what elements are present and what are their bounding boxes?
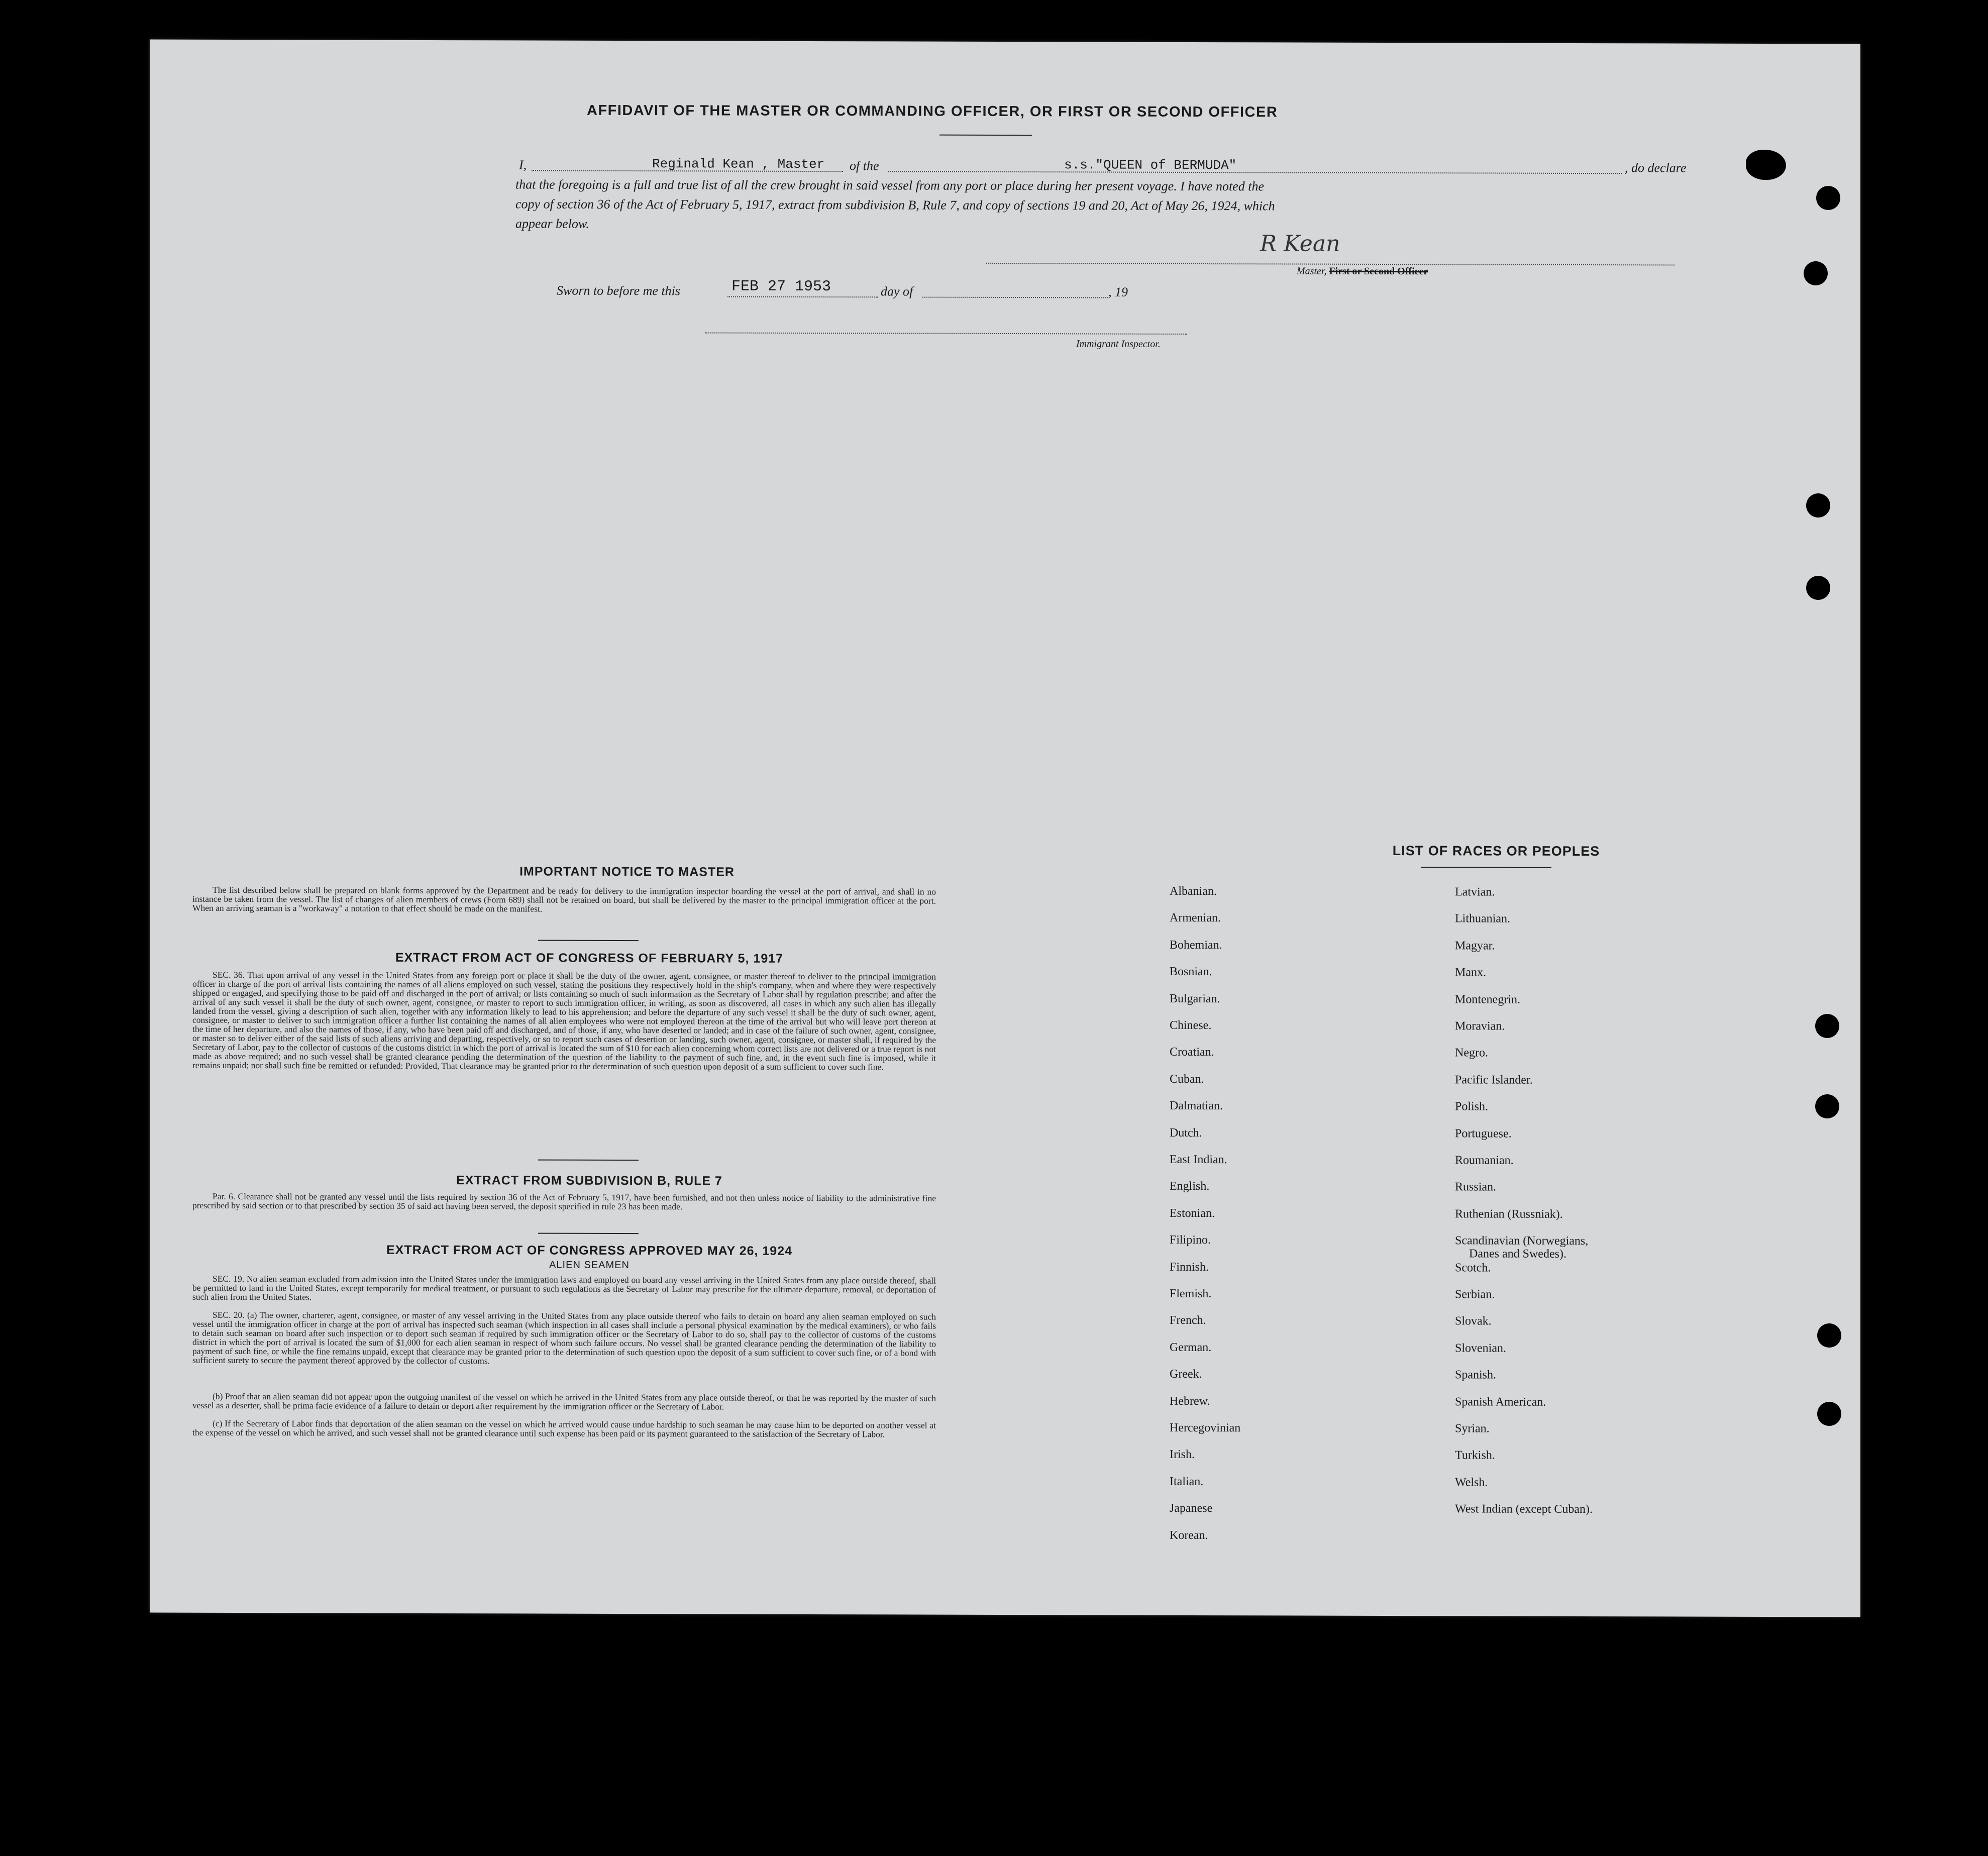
affidavit-line2: that the foregoing is a full and true list of all the crew brought in said vessel from any port or place during her present voyage. I have noted the — [515, 177, 1264, 194]
ink-blot — [1746, 150, 1786, 180]
race-item-right: Polish. — [1455, 1100, 1489, 1113]
race-item-right: Negro. — [1455, 1046, 1488, 1060]
punch-hole — [1804, 261, 1828, 285]
race-item-right: Spanish American. — [1455, 1395, 1546, 1409]
punch-hole — [1806, 576, 1830, 600]
punch-hole — [1816, 186, 1840, 210]
race-item-right: Russian. — [1455, 1180, 1497, 1194]
race-item-left: Bosnian. — [1170, 965, 1212, 979]
race-item-right: Scotch. — [1455, 1261, 1491, 1275]
divider-3 — [538, 1233, 639, 1234]
signer-title-master: Master, — [1297, 265, 1327, 277]
race-item-right: Lithuanian. — [1455, 912, 1510, 926]
race-item-left: Estonian. — [1170, 1206, 1215, 1220]
race-item-right: Ruthenian (Russniak). — [1455, 1207, 1563, 1221]
extract1924-subheading: ALIEN SEAMEN — [549, 1259, 630, 1271]
race-item-left: Dutch. — [1170, 1126, 1202, 1140]
rule7-heading: EXTRACT FROM SUBDIVISION B, RULE 7 — [456, 1173, 722, 1188]
race-item-left: German. — [1170, 1341, 1212, 1354]
extract1924-heading: EXTRACT FROM ACT OF CONGRESS APPROVED MAY 26, 1924 — [386, 1243, 793, 1258]
race-item-left: Irish. — [1170, 1448, 1195, 1462]
inspector-signature-line — [705, 332, 1187, 335]
races-left-column — [150, 40, 1860, 44]
race-item-right: Magyar. — [1455, 939, 1495, 953]
race-item-right: Pacific Islander. — [1455, 1073, 1533, 1087]
race-item-left: Hercegovinian — [1170, 1421, 1241, 1435]
race-item-left: Filipino. — [1170, 1233, 1211, 1247]
race-item-left: Cuban. — [1170, 1072, 1204, 1086]
race-item-left: English. — [1170, 1180, 1210, 1193]
affidavit-line3: copy of section 36 of the Act of February 5, 1917, extract from subdivision B, Rule 7, and copy of sections 19 and 20, Act of May 26, 1924, which — [515, 196, 1275, 214]
rule7-text: Par. 6. Clearance shall not be granted any vessel until the lists required by section 36 of the Act of February 5, 1917, have been furnished, and not then unless notice of liability to the administrative fine prescribed by said section or to that prescribed by section 35 of said act having been served, the deposit specified in rule 23 has been made. — [192, 1191, 936, 1212]
race-item-right: Turkish. — [1455, 1449, 1495, 1462]
sec20a-text: SEC. 20. (a) The owner, charterer, agent, consignee, or master of any vessel arriving in the United States from any place outside thereof who fails to detain on board any alien seaman employed on such vessel until the immigration officer in charge at the port of arrival has inspected such seaman (which inspection in all cases shall include a personal physical examination by the medical examiners), or who fails to detain such seaman on board after such inspection or to deport such seaman if required by such immigration officer or the Secretary of Labor to do so, shall pay to the collector of customs of the customs district in which the port of arrival is located the sum of $1,000 for each alien seaman in respect of whom such failure occurs. No vessel shall be granted clearance pending the determination of the liability to payment of such fine, or while the fine remains unpaid, except that clearance may be granted prior to the determination of such question upon the deposit of a sum sufficient to cover such fine, or of a bond with sufficient surety to secure the payment thereof approved by the collector of customs. — [192, 1309, 936, 1366]
race-item-right: Syrian. — [1455, 1422, 1490, 1435]
affidavit-line4: appear below. — [515, 216, 589, 231]
punch-hole — [1817, 1402, 1841, 1426]
extract1917-heading: EXTRACT FROM ACT OF CONGRESS OF FEBRUARY 5, 1917 — [395, 950, 784, 966]
race-item-right: Slovak. — [1455, 1314, 1492, 1328]
race-item-left: Greek. — [1170, 1368, 1202, 1381]
race-item-left: Korean. — [1170, 1528, 1208, 1542]
sec20c-text: (c) If the Secretary of Labor finds that deportation of the alien seaman on the vessel on which he arrived would cause undue hardship to such seaman he may cause him to be deported on another vessel at the expense of the vessel on which he arrived, and such vessel shall not be granted clearance until such expense has been paid or its payment guaranteed to the satisfaction of the Secretary of Labor. — [192, 1418, 936, 1439]
sworn-date-blank — [727, 296, 878, 298]
master-signature: R Kean — [1260, 231, 1340, 257]
sec19-text: SEC. 19. No alien seaman excluded from admission into the United States under the immigration laws and employed on board any vessel arriving in the United States from any place outside thereof, shall be permitted to land in the United States, except temporarily for medical treatment, or pursuant to such regulations as the Secretary of Labor may prescribe for the ultimate departure, removal, or deportation of such alien from the United States. — [192, 1273, 936, 1302]
race-item-left: Bulgarian. — [1170, 992, 1220, 1005]
affidavit-line1-suffix: , do declare — [1625, 160, 1687, 175]
race-item-right: Slovenian. — [1455, 1342, 1506, 1355]
race-item-right: Serbian. — [1455, 1288, 1495, 1301]
race-item-right: West Indian (except Cuban). — [1455, 1502, 1593, 1516]
divider-2 — [538, 1160, 639, 1161]
sworn-month-blank — [922, 297, 1108, 298]
races-right-column — [150, 40, 1860, 44]
sworn-date-stamp: FEB 27 1953 — [731, 278, 831, 296]
inspector-label: Immigrant Inspector. — [1076, 338, 1161, 350]
race-item-right: Latvian. — [1455, 885, 1495, 899]
race-item-right: Roumanian. — [1455, 1154, 1514, 1167]
sec20b-text: (b) Proof that an alien seaman did not appear upon the outgoing manifest of the vessel on which he arrived in the United States from any place outside thereof, or that he was reported by the master of such vessel as a deserter, shall be prima facie evidence of a failure to detain or deport after requirement by the immigration officer or the Secretary of Labor. — [192, 1391, 936, 1412]
affidavit-title: AFFIDAVIT OF THE MASTER OR COMMANDING OFFICER, OR FIRST OR SECOND OFFICER — [587, 102, 1278, 121]
signature-line — [986, 263, 1675, 266]
race-item-left: Japanese — [1170, 1502, 1213, 1515]
sworn-dayof: day of — [881, 284, 913, 299]
race-item-right: Montenegrin. — [1455, 992, 1520, 1006]
race-item-left: Flemish. — [1170, 1287, 1212, 1301]
extract1917-text: SEC. 36. That upon arrival of any vessel in the United States from any foreign port or place it shall be the duty of the owner, agent, consignee, or master thereof to deliver to the principal immigration officer in charge of the port of arrival lists containing the names of all aliens employed on such vessel, stating the positions they respectively hold in the ship's company, when and where they were respectively shipped or engaged, and specifying those to be paid off and discharged in the port of arrival; or lists containing so much of such information as the Secretary of Labor shall by regulation prescribe; and after the arrival of any such vessel it shall be the duty of such owner, agent, consignee, or master to report to such immigration officer, in writing, as soon as discovered, all cases in which any such alien has illegally landed from the vessel, giving a description of such alien, together with any information likely to lead to his apprehension; and before the departure of any such vessel it shall be the duty of such owner, agent, consignee, or master to deliver to such immigration officer a further list containing the names of all alien employees who were not employed thereon at the time of the arrival but who will leave port thereon at the time of her departure, and also the names of those, if any, who have been paid off and discharged, and of those, if any, who have deserted or landed; and in case of the failure of such owner, agent, consignee, or master so to deliver either of the said lists of such aliens arriving and departing, respectively, or so to report such cases of desertion or landing, such owner, agent, consignee, or master shall, if required by the Secretary of Labor, pay to the collector of customs of the customs district in which the port of arrival is located the sum of $10 for each alien concerning whom correct lists are not delivered or a true report is not made as above required; and no such vessel shall be granted clearance pending the determination of the question of the liability to the payment of such fine, and, in the event such fine is imposed, while it remains unpaid; nor shall such fine be remitted or refunded: Provided, That clearance may be granted prior to the determination of such question upon deposit of a sum sufficient to cover such fine. — [192, 969, 936, 1072]
title-divider — [939, 135, 1032, 136]
signer-title — [1297, 266, 1428, 278]
race-item-left: Finnish. — [1170, 1260, 1209, 1274]
document-page — [150, 40, 1860, 1617]
sworn-year: , 19 — [1108, 284, 1128, 299]
race-item-left: Italian. — [1170, 1475, 1204, 1488]
race-item-left: Dalmatian. — [1170, 1099, 1223, 1113]
race-item-right: Spanish. — [1455, 1368, 1497, 1382]
affidavit-line1-prefix: I, — [519, 157, 527, 172]
notice-heading: IMPORTANT NOTICE TO MASTER — [519, 864, 735, 879]
race-item-left: Chinese. — [1170, 1018, 1212, 1033]
race-item-right: Portuguese. — [1455, 1126, 1512, 1141]
race-item-left: Albanian. — [1170, 884, 1217, 898]
notice-text: The list described below shall be prepared on blank forms approved by the Department and be ready for delivery to the immigration inspector boarding the vessel at the port of arrival, and shall in no instance be taken from the vessel. The list of changes of alien members of crews (Form 689) shall not be retained on board, but shall be delivered by the master to the principal immigration officer at the port. When an arriving seaman is a "workaway" a notation to that effect should be made on the manifest. — [192, 884, 936, 914]
sworn-prefix: Sworn to before me this — [557, 283, 681, 298]
punch-hole — [1815, 1014, 1839, 1038]
punch-hole — [1817, 1323, 1841, 1348]
race-item-right: Moravian. — [1455, 1019, 1505, 1033]
race-item-right: Scandinavian (Norwegians, — [1455, 1234, 1589, 1248]
race-item-left: East Indian. — [1170, 1153, 1227, 1167]
divider-1 — [538, 940, 639, 942]
race-item-right: Welsh. — [1455, 1476, 1488, 1489]
signer-title-struck: First or Second Officer — [1329, 265, 1428, 277]
race-item-left: Armenian. — [1170, 911, 1221, 925]
races-heading: LIST OF RACES OR PEOPLES — [1392, 843, 1600, 859]
punch-hole — [1806, 493, 1830, 518]
punch-hole — [1815, 1094, 1839, 1118]
races-divider — [1421, 867, 1551, 868]
master-name-fill: Reginald Kean , Master — [652, 156, 825, 172]
affidavit-line1-of: of the — [850, 158, 879, 173]
vessel-blank — [888, 171, 1622, 174]
race-item-right: Danes and Swedes). — [1469, 1247, 1566, 1261]
race-item-left: Bohemian. — [1170, 938, 1222, 952]
race-item-left: Croatian. — [1170, 1046, 1214, 1059]
race-item-left: Hebrew. — [1170, 1394, 1210, 1408]
race-item-right: Manx. — [1455, 966, 1486, 979]
vessel-name-fill: s.s."QUEEN of BERMUDA" — [1064, 157, 1237, 173]
race-item-left: French. — [1170, 1314, 1206, 1327]
